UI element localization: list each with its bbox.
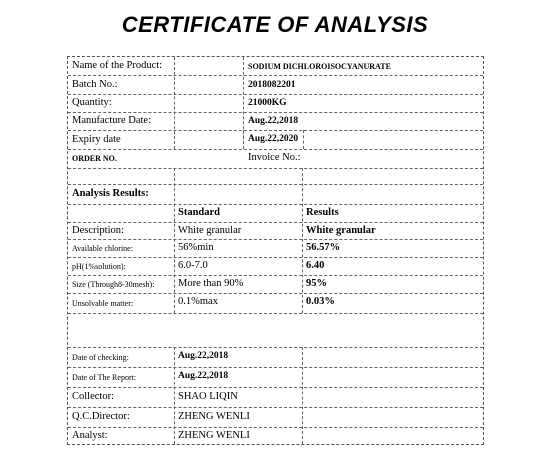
unsolvable-matter-standard: 0.1%max [178,296,218,307]
description-result: White granular [306,225,376,236]
available-chlorine-result: 56.57% [306,242,341,253]
date-of-checking-label: Date of checking: [72,353,129,362]
invoice-no-label: Invoice No.: [248,152,301,163]
size-result: 95% [306,278,327,289]
document-title: CERTIFICATE OF ANALYSIS [121,12,429,37]
date-of-report-value: Aug.22,2018 [178,371,229,381]
unsolvable-matter-label: Unsolvable matter: [72,299,134,308]
product-name-value: SODIUM DICHLOROISOCYANURATE [248,62,391,71]
unsolvable-matter-result: 0.03% [306,296,335,307]
size-standard: More than 90% [178,278,244,289]
standard-column-header: Standard [178,207,221,218]
manufacture-date-value: Aug.22,2018 [248,116,299,126]
date-of-checking-value: Aug.22,2018 [178,351,229,361]
batch-value: 2018082201 [248,80,296,90]
results-column-header: Results [306,207,339,218]
batch-label: Batch No.: [72,79,118,90]
analysis-results-heading: Analysis Results: [72,188,149,199]
available-chlorine-label: Available chlorine: [72,244,133,253]
collector-label: Collector: [72,391,114,402]
quantity-label: Quantity: [72,97,112,108]
size-label: Size (Through8-30mesh): [72,280,155,289]
ph-standard: 6.0-7.0 [178,260,208,271]
date-of-report-label: Date of The Report: [72,373,137,382]
ph-label: pH(1%solution): [72,262,126,271]
ph-result: 6.40 [306,260,325,271]
qc-director-label: Q.C.Director: [72,411,130,422]
description-label: Description: [72,225,124,236]
certificate-form [67,56,484,445]
available-chlorine-standard: 56%min [178,242,214,253]
product-name-label: Name of the Product: [72,60,163,71]
analyst-label: Analyst: [72,430,108,441]
expiry-date-value: Aug.22,2020 [248,134,299,144]
qc-director-value: ZHENG WENLI [178,411,250,422]
expiry-date-label: Expiry date [72,134,121,145]
order-no-label: ORDER NO. [72,154,117,163]
manufacture-date-label: Manufacture Date: [72,115,152,126]
analyst-value: ZHENG WENLI [178,430,250,441]
quantity-value: 21000KG [248,98,287,108]
description-standard: White granular [178,225,242,236]
collector-value: SHAO LIQIN [178,391,238,402]
